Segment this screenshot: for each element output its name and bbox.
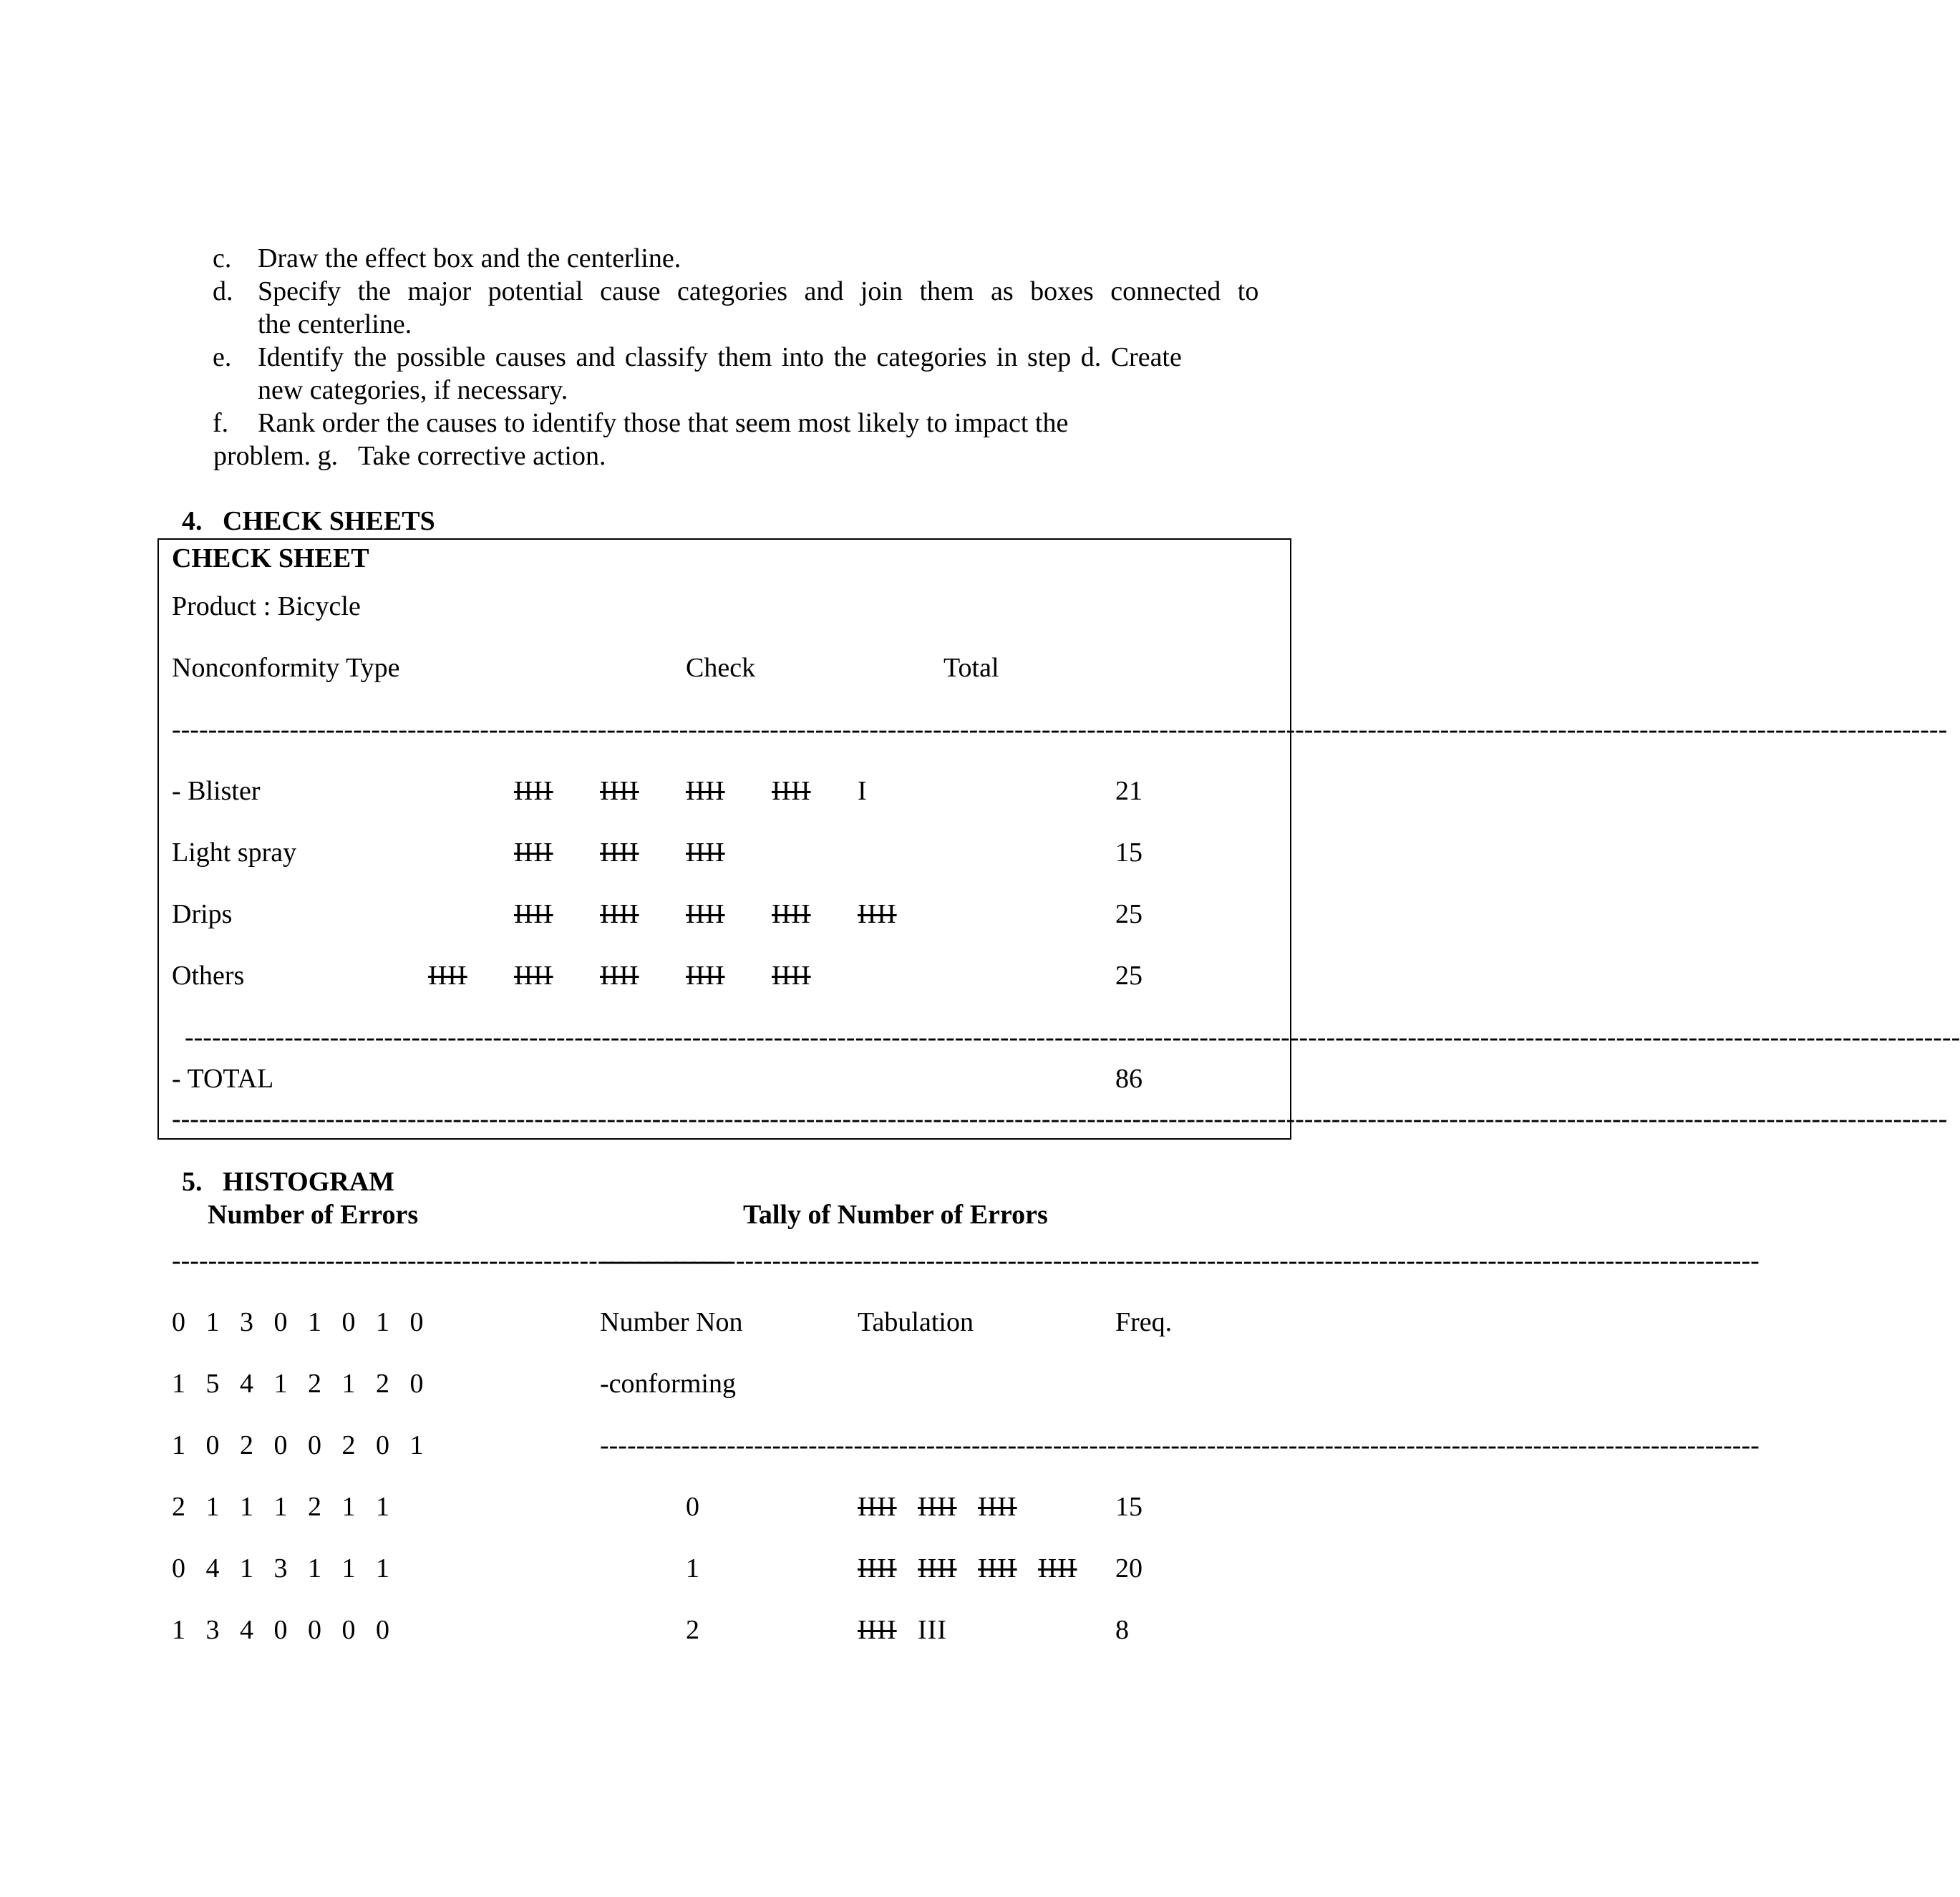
dash-divider: ---------------------------------------------------------------------------------------------------------------------------------------------------------------------------------------------------- bbox=[185, 1022, 1960, 1052]
col-header-tabulation: Tabulation bbox=[858, 1307, 974, 1337]
tally-number: 0 bbox=[686, 1492, 699, 1522]
col-header-number: Number Non bbox=[600, 1307, 743, 1337]
step-d-marker: d. bbox=[213, 276, 233, 306]
row-label-others: Others bbox=[172, 961, 245, 991]
row-total-drips: 25 bbox=[1115, 899, 1142, 929]
tally-group: IIII bbox=[600, 899, 639, 929]
tally-group: IIII bbox=[918, 1553, 957, 1583]
col-header-check: Check bbox=[686, 653, 756, 683]
tally-group: IIII bbox=[978, 1492, 1017, 1522]
tally-group: IIII bbox=[772, 776, 811, 806]
step-d-text-line2: the centerline. bbox=[258, 309, 412, 339]
tally-group: IIII bbox=[858, 899, 897, 929]
dash-divider: -------------------------------------------------------------------------------------------------------------------------------- bbox=[600, 1246, 1760, 1276]
check-sheets-heading: 4. CHECK SHEETS bbox=[182, 506, 435, 536]
tally-group: IIII bbox=[686, 899, 725, 929]
step-f-text-line1: Rank order the causes to identify those that seem most likely to impact the bbox=[258, 408, 1069, 438]
step-c-text: Draw the effect box and the centerline. bbox=[258, 243, 681, 273]
errors-row: 1 5 4 1 2 1 2 0 bbox=[172, 1369, 424, 1399]
row-label-drips: Drips bbox=[172, 899, 233, 929]
row-total-blister: 21 bbox=[1115, 776, 1142, 806]
dash-divider: ---------------------------------------------------------------------------------------------------------------------------------------------------------------------------------------------------- bbox=[172, 714, 1948, 744]
tally-number: 2 bbox=[686, 1615, 699, 1645]
product-label: Product : Bicycle bbox=[172, 591, 361, 621]
col-header-total: Total bbox=[943, 653, 999, 683]
tally-freq: 15 bbox=[1115, 1492, 1142, 1522]
histogram-heading: 5. HISTOGRAM bbox=[182, 1167, 395, 1197]
dash-divider: ---------------------------------------------------------------------------------------------------------------------------------------------------------------------------------------------------- bbox=[172, 1104, 1948, 1134]
step-f-text-line2: problem. g. Take corrective action. bbox=[213, 441, 606, 471]
tally-group: IIII bbox=[772, 899, 811, 929]
tally-title: Tally of Number of Errors bbox=[743, 1200, 1048, 1230]
check-sheet-title: CHECK SHEET bbox=[172, 543, 369, 573]
dash-divider: -------------------------------------------------------------- bbox=[172, 1246, 734, 1276]
tally-group: IIII bbox=[686, 961, 725, 991]
row-label-blister: - Blister bbox=[172, 776, 261, 806]
tally-group: IIII bbox=[514, 776, 553, 806]
tally-group: IIII bbox=[918, 1492, 957, 1522]
tally-group: IIII bbox=[858, 1492, 897, 1522]
step-f-marker: f. bbox=[213, 408, 229, 438]
errors-row: 0 4 1 3 1 1 1 bbox=[172, 1553, 389, 1583]
col-header-number-line2: -conforming bbox=[600, 1369, 736, 1399]
errors-row: 2 1 1 1 2 1 1 bbox=[172, 1492, 389, 1522]
row-total-light-spray: 15 bbox=[1115, 838, 1142, 868]
tally-freq: 8 bbox=[1115, 1615, 1129, 1645]
tally-freq: 20 bbox=[1115, 1553, 1142, 1583]
tally-group: IIII bbox=[978, 1553, 1017, 1583]
row-total-others: 25 bbox=[1115, 961, 1142, 991]
tally-group: IIII bbox=[858, 1615, 897, 1645]
tally-extra: III bbox=[918, 1615, 947, 1645]
tally-group: IIII bbox=[514, 838, 553, 868]
tally-group: IIII bbox=[600, 838, 639, 868]
tally-group: IIII bbox=[600, 776, 639, 806]
tally-group: IIII bbox=[428, 961, 467, 991]
col-header-freq: Freq. bbox=[1115, 1307, 1173, 1337]
errors-row: 1 3 4 0 0 0 0 bbox=[172, 1615, 389, 1645]
total-label: - TOTAL bbox=[172, 1064, 274, 1094]
step-e-text-line2: new categories, if necessary. bbox=[258, 375, 568, 405]
tally-group: IIII bbox=[600, 961, 639, 991]
errors-title: Number of Errors bbox=[208, 1200, 419, 1230]
step-d-text-line1: Specify the major potential cause categories and join them as boxes connected to bbox=[258, 276, 1259, 306]
tally-number: 1 bbox=[686, 1553, 699, 1583]
errors-row: 0 1 3 0 1 0 1 0 bbox=[172, 1307, 424, 1337]
col-header-type: Nonconformity Type bbox=[172, 653, 400, 683]
tally-group: IIII bbox=[686, 838, 725, 868]
tally-group: IIII bbox=[1038, 1553, 1077, 1583]
dash-divider: -------------------------------------------------------------------------------------------------------------------------------- bbox=[600, 1430, 1760, 1460]
step-c-marker: c. bbox=[213, 243, 232, 273]
total-value: 86 bbox=[1115, 1064, 1142, 1094]
tally-group: IIII bbox=[514, 899, 553, 929]
errors-row: 1 0 2 0 0 2 0 1 bbox=[172, 1430, 424, 1460]
tally-group: IIII bbox=[686, 776, 725, 806]
tally-single: I bbox=[858, 776, 868, 806]
tally-group: IIII bbox=[514, 961, 553, 991]
tally-group: IIII bbox=[772, 961, 811, 991]
step-e-text-line1: Identify the possible causes and classify them into the categories in step d. Create bbox=[258, 342, 1182, 372]
step-e-marker: e. bbox=[213, 342, 232, 372]
row-label-light-spray: Light spray bbox=[172, 838, 297, 868]
tally-group: IIII bbox=[858, 1553, 897, 1583]
